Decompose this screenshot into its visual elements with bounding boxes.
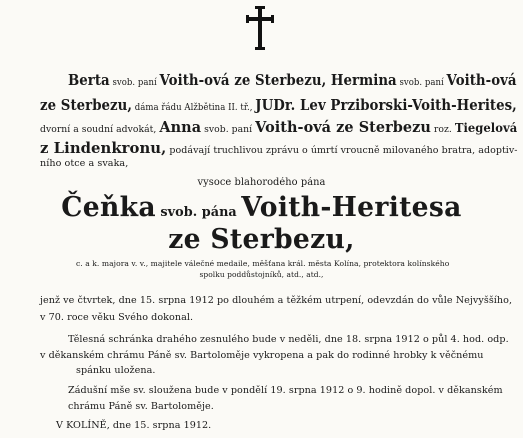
- funeral-line-3: spánku uložena.: [76, 365, 156, 376]
- death-line-2: v 70. roce věku Svého dokonal.: [40, 312, 194, 323]
- intro-line-4: z Lindenkronu, podávají truchlivou zprávu o úmrtí vroucně milovaného bratra, adoptiv-: [40, 139, 518, 157]
- intro-line-5: ního otce a svaka,: [40, 158, 129, 169]
- mass-line-2: chrámu Páně sv. Bartoloměje.: [68, 401, 214, 412]
- deceased-name-line-1: Čeňka svob. pána Voith-Heritesa: [61, 192, 462, 223]
- intro-line-1: Berta svob. paní Voith-ová ze Sterbezu, Hermina svob. paní Voith-ová: [68, 71, 517, 89]
- mass-line-1: Zádušní mše sv. sloužena bude v pondělí 19. srpna 1912 o 9. hodině dopol. v děkanském: [68, 385, 503, 396]
- place-date: V KOLÍNĚ, dne 15. srpna 1912.: [56, 420, 212, 431]
- intro-line-3: dvorní a soudní advokát, Anna svob. paní Voith-ová ze Sterbezu roz. Tiegelová: [40, 118, 518, 136]
- funeral-line-2: v děkanském chrámu Páně sv. Bartoloměje vykropena a pak do rodinné hrobky k věčnému: [40, 350, 484, 361]
- intro-line-2: ze Sterbezu, dáma řádu Alžbětina II. tř., JUDr. Lev Prziborski-Voith-Herites,: [40, 96, 517, 114]
- honorific: vysoce blahorodého pána: [197, 177, 326, 188]
- titles-line-1: c. a k. majora v. v., majitele válečné medaile, měšťana král. města Kolína, protektora kolínského: [76, 259, 450, 268]
- deceased-name-line-2: ze Sterbezu,: [168, 224, 355, 255]
- cross-icon: [246, 6, 274, 50]
- death-line-1: jenž ve čtvrtek, dne 15. srpna 1912 po dlouhém a těžkém utrpení, odevzdán do vůle Nejvyššího,: [40, 295, 513, 306]
- funeral-line-1: Tělesná schránka drahého zesnulého bude v neděli, dne 18. srpna 1912 o půl 4. hod. odp.: [68, 334, 509, 345]
- titles-line-2: spolku poddůstojníků, atd., atd.,: [199, 270, 324, 279]
